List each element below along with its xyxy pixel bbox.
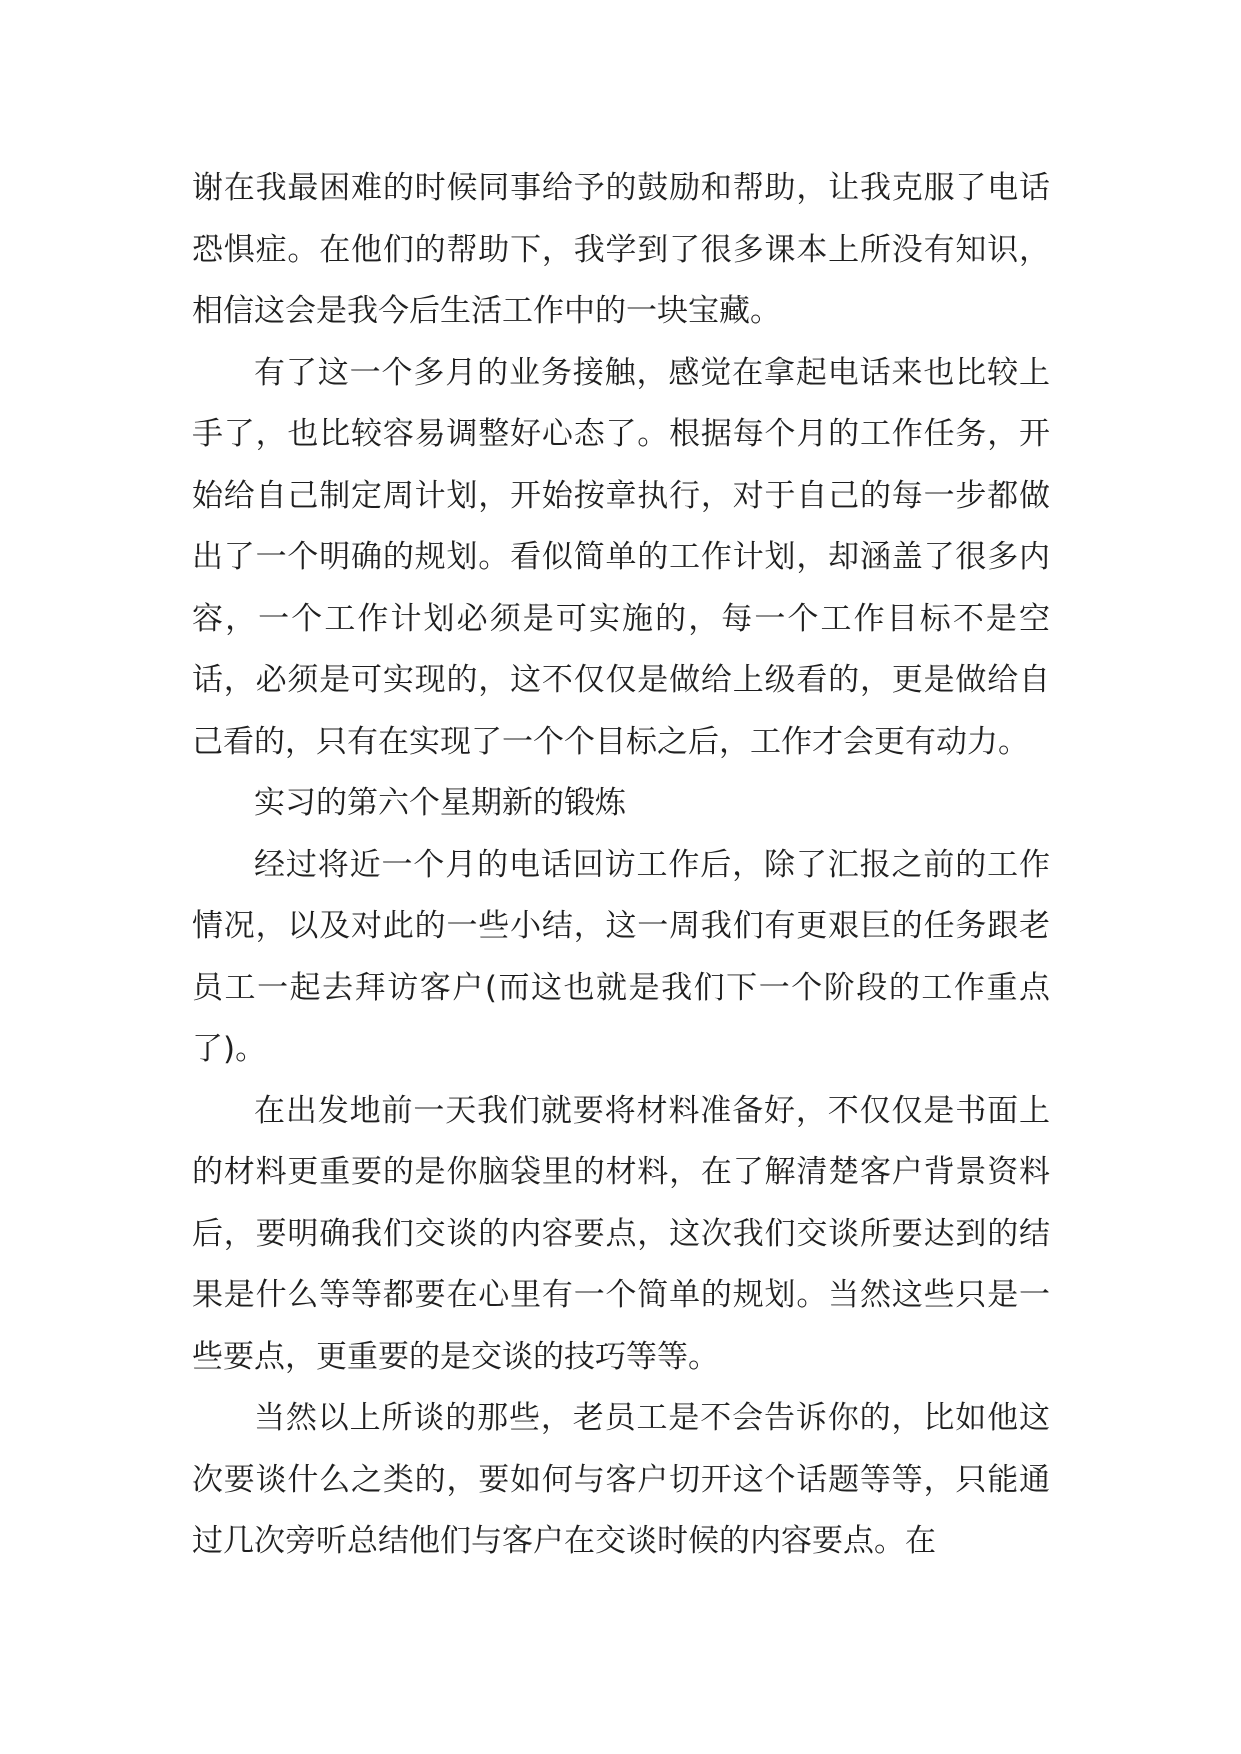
document-body bbox=[192, 158, 1050, 1573]
section-heading: 实习的第六个星期新的锻炼 bbox=[254, 785, 626, 821]
paragraph-5: 当然以上所谈的那些，老员工是不会告诉你的，比如他这次要谈什么之类的，要如何与客户切开这个话题等等，只能通过几次旁听总结他们与客户在交谈时候的内容要点。在 bbox=[192, 1400, 1050, 1559]
paragraph-4: 在出发地前一天我们就要将材料准备好，不仅仅是书面上的材料更重要的是你脑袋里的材料，在了解清楚客户背景资料后，要明确我们交谈的内容要点，这次我们交谈所要达到的结果是什么等等都要在心里有一个简单的规划。当然这些只是一些要点，更重要的是交谈的技巧等等。 bbox=[192, 1092, 1050, 1375]
paragraph-2: 有了这一个多月的业务接触，感觉在拿起电话来也比较上手了，也比较容易调整好心态了。根据每个月的工作任务，开始给自己制定周计划，开始按章执行，对于自己的每一步都做出了一个明确的规划。看似简单的工作计划，却涵盖了很多内容，一个工作计划必须是可实施的，每一个工作目标不是空话，必须是可实现的，这不仅仅是做给上级看的，更是做给自己看的，只有在实现了一个个目标之后，工作才会更有动力。 bbox=[192, 354, 1050, 760]
paragraph-3: 经过将近一个月的电话回访工作后，除了汇报之前的工作情况，以及对此的一些小结，这一周我们有更艰巨的任务跟老员工一起去拜访客户(而这也就是我们下一个阶段的工作重点了)。 bbox=[192, 846, 1050, 1067]
paragraph-1: 谢在我最困难的时候同事给予的鼓励和帮助，让我克服了电话恐惧症。在他们的帮助下，我学到了很多课本上所没有知识，相信这会是我今后生活工作中的一块宝藏。 bbox=[192, 170, 1050, 329]
